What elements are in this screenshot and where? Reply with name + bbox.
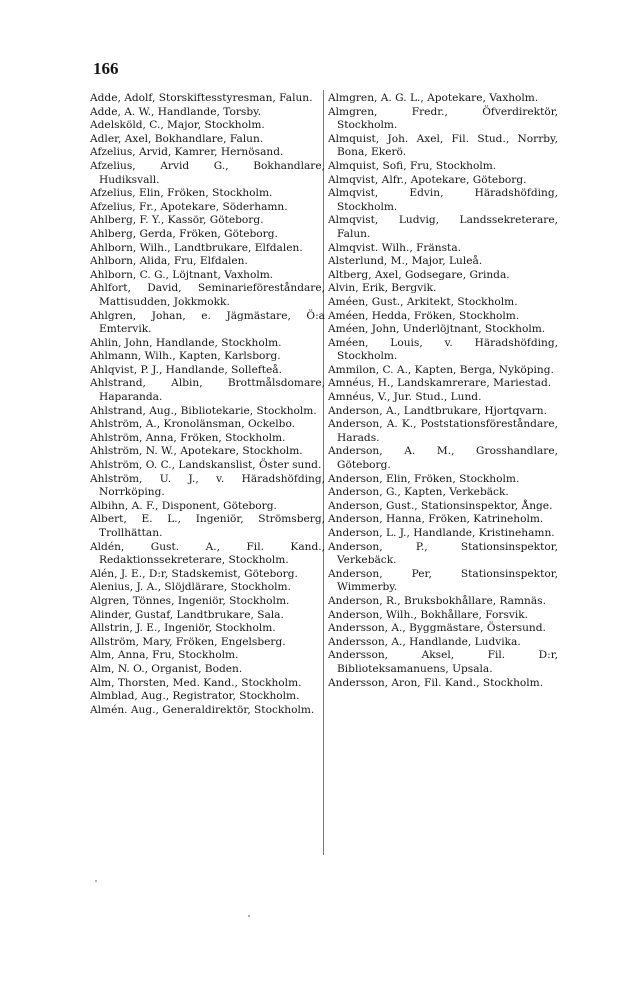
directory-entry: Anderson, A. K., Poststationsföreståndare, Harads. [328, 418, 558, 444]
directory-entry: Almblad, Aug., Registrator, Stockholm. [90, 690, 300, 703]
directory-entry: Almén. Aug., Generaldirektör, Stockholm. [90, 703, 315, 716]
paper-speck [95, 880, 97, 882]
directory-entry: Ahlmann, Wilh., Kapten, Karlsborg. [90, 350, 281, 363]
directory-entry: Alm, Thorsten, Med. Kand., Stockholm. [90, 676, 302, 689]
directory-entry: Alm, N. O., Organist, Boden. [90, 662, 243, 675]
directory-entry: Améen, Hedda, Fröken, Stockholm. [328, 309, 520, 322]
directory-entry: Adde, Adolf, Storskiftesstyresman, Falun. [90, 92, 313, 104]
directory-entry: Ahlin, John, Handlande, Stockholm. [90, 336, 282, 349]
paper-speck [248, 915, 250, 917]
directory-entry: Andersson, Aksel, Fil. D:r, Biblioteksamanuens, Upsala. [328, 649, 558, 675]
directory-entry: Ahlborn, Wilh., Landtbrukare, Elfdalen. [90, 241, 303, 254]
directory-entry: Albert, E. L., Ingeniör, Strömsberg, Trollhättan. [90, 513, 325, 539]
directory-entry: Andersson, Aron, Fil. Kand., Stockholm. [328, 676, 544, 689]
directory-entry: Allstrin, J. E., Ingeniör, Stockholm. [90, 622, 276, 635]
directory-entry: Anderson, A. M., Grosshandlare, Göteborg. [328, 445, 558, 472]
directory-entry: Améen, Louis, v. Häradshöfding, Stockholm. [328, 336, 558, 363]
directory-entry: Almgren, A. G. L., Apotekare, Vaxholm. [328, 92, 539, 104]
directory-entry: Ahlström, N. W., Apotekare, Stockholm. [90, 445, 303, 458]
directory-entry: Allström, Mary, Fröken, Engelsberg. [90, 635, 286, 648]
directory-entry: Ahlström, Anna, Fröken, Stockholm. [90, 431, 286, 444]
right-column [328, 92, 558, 690]
directory-entry: Alvin, Erik, Bergvik. [328, 282, 437, 295]
directory-entry: Adler, Axel, Bokhandlare, Falun. [90, 132, 264, 145]
directory-entry: Ahlström, A., Kronolänsman, Ockelbo. [90, 418, 296, 431]
directory-entry: Ahlström, U. J., v. Häradshöfding, Norrköping. [90, 472, 325, 499]
directory-entry: Afzelius, Arvid, Kamrer, Hernösand. [90, 146, 284, 159]
directory-entry: Aldén, Gust. A., Fil. Kand., Redaktionssekreterare, Stockholm. [90, 540, 325, 567]
directory-entry: Almquist, Sofi, Fru, Stockholm. [328, 159, 497, 172]
directory-entry: Almquist, Joh. Axel, Fil. Stud., Norrby, Bona, Ekerö. [328, 132, 558, 159]
directory-entry: Alsterlund, M., Major, Luleå. [328, 255, 483, 268]
directory-entry: Altberg, Axel, Godsegare, Grinda. [328, 268, 510, 281]
directory-entry: Alenius, J. A., Slöjdlärare, Stockholm. [90, 581, 291, 594]
directory-entry: Ahlstrand, Aug., Bibliotekarie, Stockholm. [90, 404, 317, 417]
directory-entry: Albihn, A. F., Disponent, Göteborg. [90, 499, 277, 512]
directory-entry: Ahlborn, C. G., Löjtnant, Vaxholm. [90, 268, 274, 281]
directory-entry: Adde, A. W., Handlande, Torsby. [90, 105, 262, 118]
directory-entry: Anderson, P., Stationsinspektor, Verkebäck. [328, 540, 558, 567]
directory-entry: Adelsköld, C., Major, Stockholm. [90, 119, 265, 132]
directory-entry: Ahlstrand, Albin, Brottmålsdomare, Haparanda. [90, 377, 325, 404]
directory-entry: Alén, J. E., D:r, Stadskemist, Göteborg. [90, 567, 298, 580]
directory-entry: Anderson, L. J., Handlande, Kristinehamn. [328, 527, 555, 539]
directory-entry: Afzelius, Elin, Fröken, Stockholm. [90, 187, 273, 200]
directory-entry: Almqvist, Edvin, Häradshöfding, Stockholm. [328, 187, 558, 213]
directory-entry: Almqvist, Alfr., Apotekare, Göteborg. [328, 173, 527, 186]
directory-entry: Alinder, Gustaf, Landtbrukare, Sala. [90, 608, 284, 621]
directory-entry: Anderson, Elin, Fröken, Stockholm. [328, 472, 520, 485]
directory-entry: Anderson, A., Landtbrukare, Hjortqvarn. [328, 404, 547, 417]
directory-entry: Almgren, Fredr., Öfverdirektör, Stockholm. [328, 105, 558, 132]
directory-entry: Andersson, A., Handlande, Ludvika. [328, 635, 521, 648]
directory-entry: Afzelius, Fr., Apotekare, Söderhamn. [90, 200, 288, 213]
directory-entry: Andersson, A., Byggmästare, Östersund. [328, 622, 546, 635]
directory-entry: Ahlström, O. C., Landskanslist, Öster sund. [90, 459, 322, 472]
directory-entry: Ahlqvist, P. J., Handlande, Sollefteå. [90, 363, 282, 376]
directory-entry: Afzelius, Arvid G., Bokhandlare, Hudiksvall. [90, 159, 325, 186]
directory-entry: Ahlgren, Johan, e. Jägmästare, Ö:a Emtervik. [90, 309, 325, 336]
directory-entry: Anderson, Hanna, Fröken, Katrineholm. [328, 513, 544, 526]
directory-entry: Alm, Anna, Fru, Stockholm. [90, 649, 239, 662]
page-number: 166 [93, 59, 119, 78]
directory-entry: Ahlfort, David, Seminarieföreståndare, Mattisudden, Jokkmokk. [90, 282, 325, 308]
directory-entry: Ahlberg, F. Y., Kassör, Göteborg. [90, 214, 264, 227]
directory-entry: Anderson, Gust., Stationsinspektor, Ånge. [328, 499, 553, 512]
directory-entry: Anderson, Wilh., Bokhållare, Forsvik. [328, 608, 529, 621]
left-column [90, 92, 325, 717]
directory-entry: Amnéus, V., Jur. Stud., Lund. [328, 391, 482, 404]
directory-entry: Ahlborn, Alida, Fru, Elfdalen. [90, 255, 248, 268]
directory-entry: Améen, Gust., Arkitekt, Stockholm. [328, 295, 518, 308]
directory-entry: Almqvist, Ludvig, Landssekreterare, Falun. [328, 214, 558, 240]
directory-entry: Anderson, Per, Stationsinspektor, Wimmerby. [328, 567, 558, 594]
directory-entry: Anderson, G., Kapten, Verkebäck. [328, 486, 509, 499]
directory-entry: Améen, John, Underlöjtnant, Stockholm. [328, 323, 546, 336]
directory-entry: Amnéus, H., Landskamrerare, Mariestad. [328, 377, 552, 390]
directory-entry: Ammilon, C. A., Kapten, Berga, Nyköping. [328, 363, 554, 376]
directory-entry: Almqvist. Wilh., Fränsta. [328, 241, 462, 254]
directory-entry: Ahlberg, Gerda, Fröken, Göteborg. [90, 227, 278, 240]
directory-entry: Anderson, R., Bruksbokhållare, Ramnäs. [328, 594, 546, 607]
directory-entry: Algren, Tönnes, Ingeniör, Stockholm. [90, 594, 290, 607]
